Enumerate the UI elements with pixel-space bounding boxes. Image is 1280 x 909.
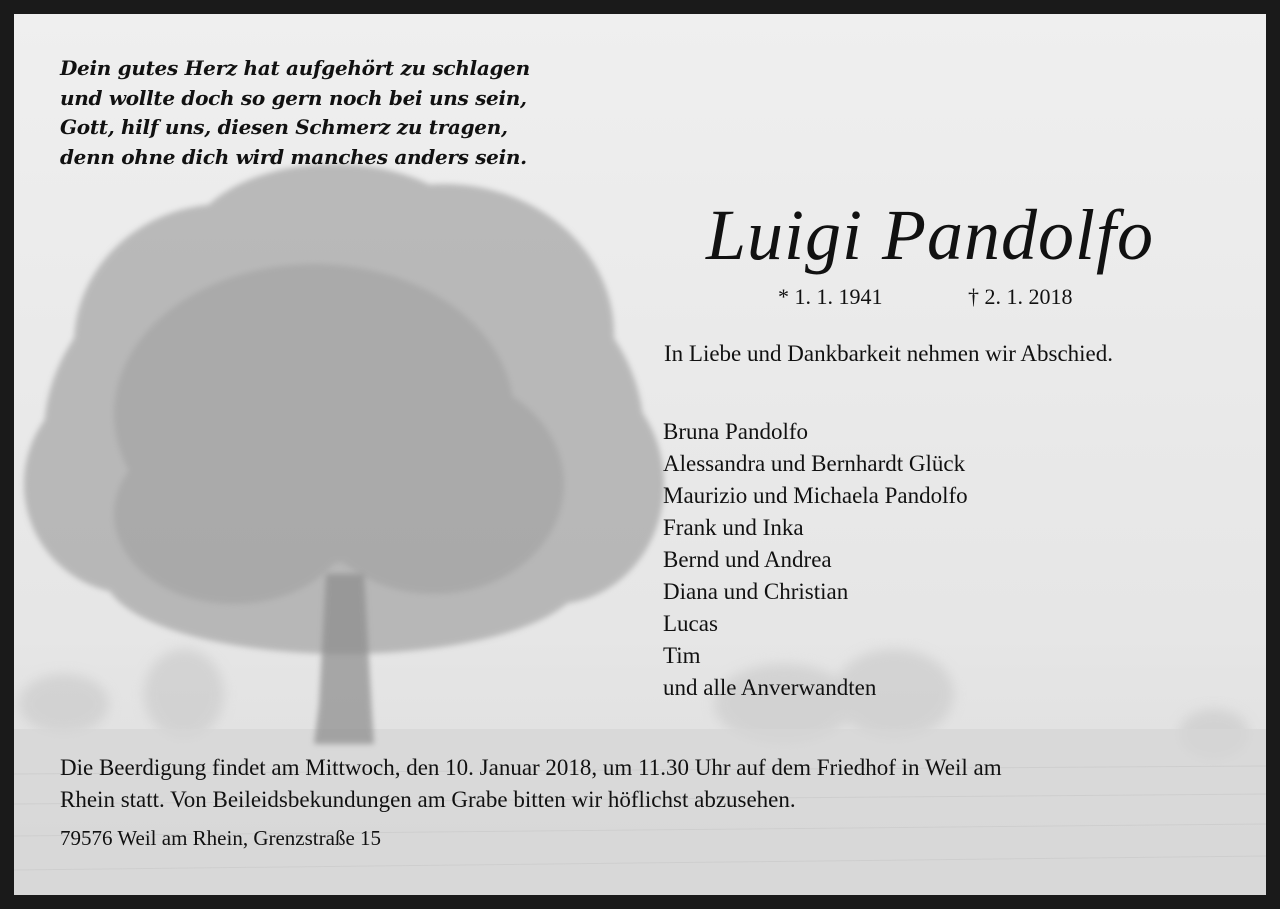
mourners-list xyxy=(663,416,968,704)
mourner-name: Bernd und Andrea xyxy=(663,547,832,572)
mourner-name: Tim xyxy=(663,643,701,668)
deceased-name: Luigi Pandolfo xyxy=(706,195,1155,275)
death-date: † 2. 1. 2018 xyxy=(968,284,1073,309)
poem-line: Dein gutes Herz hat aufgehört zu schlagen xyxy=(60,56,530,80)
mourner-name: Diana und Christian xyxy=(663,579,849,604)
poem-line: denn ohne dich wird manches anders sein. xyxy=(60,144,527,169)
mourner-name: Lucas xyxy=(663,611,718,636)
poem-line: und wollte doch so gern noch bei uns sein, xyxy=(60,85,527,110)
mourner-name: Maurizio und Michaela Pandolfo xyxy=(663,483,968,508)
mourner-name: Bruna Pandolfo xyxy=(663,419,809,444)
mourner-name: Frank und Inka xyxy=(663,515,804,540)
funeral-notice-line: Die Beerdigung findet am Mittwoch, den 10. Januar 2018, um 11.30 Uhr auf dem Friedhof in Weil am xyxy=(60,755,1002,780)
address: 79576 Weil am Rhein, Grenzstraße 15 xyxy=(60,826,382,850)
poem-line: Gott, hilf uns, diesen Schmerz zu tragen, xyxy=(60,115,508,139)
funeral-notice xyxy=(60,752,1240,816)
mourner-name: Alessandra und Bernhardt Glück xyxy=(663,451,966,476)
poem-verse xyxy=(60,54,530,172)
farewell-text: In Liebe und Dankbarkeit nehmen wir Abschied. xyxy=(664,341,1114,366)
obituary-card xyxy=(14,14,1266,895)
birth-date: * 1. 1. 1941 xyxy=(778,284,883,309)
funeral-notice-line: Rhein statt. Von Beileidsbekundungen am Grabe bitten wir höflichst abzusehen. xyxy=(60,787,796,812)
mourner-name: und alle Anverwandten xyxy=(663,675,877,700)
